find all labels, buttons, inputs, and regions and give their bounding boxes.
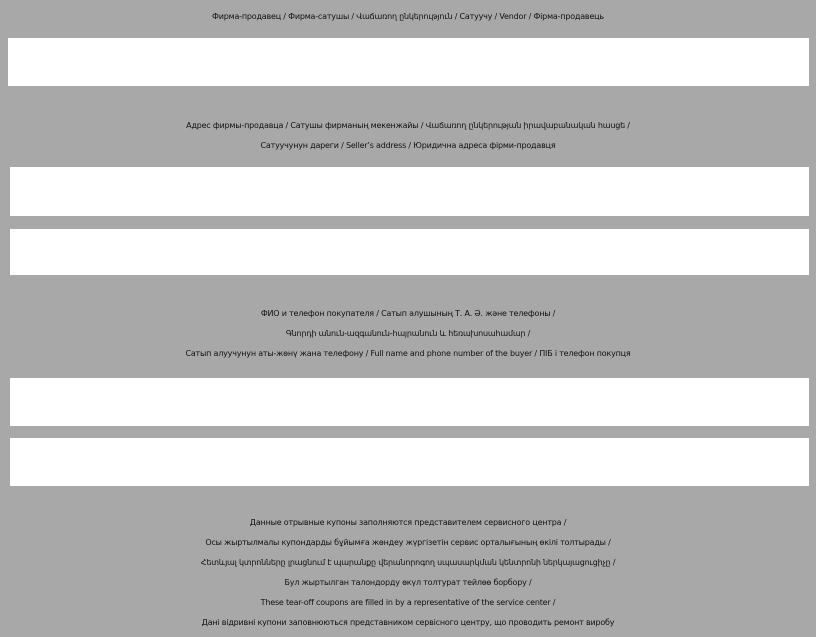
- seller-address-label-line: Сатуучунун дареги / Seller’s address / Юридична адреса фірми-продавця: [260, 141, 556, 150]
- seller-address-label-line: Адрес фирмы-продавца / Сатушы фирманың мекенжайы / Վաճառող ընկերության իրավաբանական հասցե /: [186, 121, 630, 130]
- seller-address-label: [0, 116, 816, 156]
- tear-off-note-line: Осы жыртылмалы купондарды бұйымға жөндеу жүргізетін сервис орталығының өкілі толтырады /: [205, 538, 611, 547]
- buyer-field-1[interactable]: [10, 378, 809, 426]
- vendor-label: [0, 7, 816, 27]
- vendor-field[interactable]: [8, 38, 809, 86]
- tear-off-note-line: Дані відривні купони заповнюються представником сервісного центру, що проводить ремонт виробу: [201, 618, 615, 627]
- tear-off-note-line: Бул жыртылган талондорду өкүл толтурат тейлөө борбору /: [284, 578, 532, 587]
- buyer-label-line: ФИО и телефон покупателя / Сатып алушының Т. А. Ә. және телефоны /: [260, 309, 556, 318]
- seller-address-field-1[interactable]: [10, 167, 809, 216]
- tear-off-note-line: Հետևյալ կտրոնները լրացնում է պարանքը վերանորոգող սպասարկման կենտրոնի ներկայացուցիչը /: [200, 558, 616, 567]
- tear-off-note-line: Данные отрывные купоны заполняются представителем сервисного центра /: [249, 518, 567, 527]
- buyer-label-line: Сатып алуучунун аты-жөнү жана телефону / Full name and phone number of the buyer / ПІБ і телефон покупця: [185, 349, 631, 358]
- buyer-label: [0, 304, 816, 364]
- buyer-label-line: Գնորդի անուն-ազգանուն-հայրանուն և հեռախոսահամար /: [285, 329, 531, 338]
- seller-address-field-2[interactable]: [10, 229, 809, 275]
- buyer-field-2[interactable]: [10, 438, 809, 486]
- vendor-label-text: Фирма-продавец / Фирма-сатушы / Վաճառող ընկերություն / Сатуучу / Vendor / Фірма-продавець: [212, 12, 604, 21]
- tear-off-note-line: These tear-off coupons are filled in by a representative of the service center /: [260, 598, 556, 607]
- tear-off-note: [0, 513, 816, 633]
